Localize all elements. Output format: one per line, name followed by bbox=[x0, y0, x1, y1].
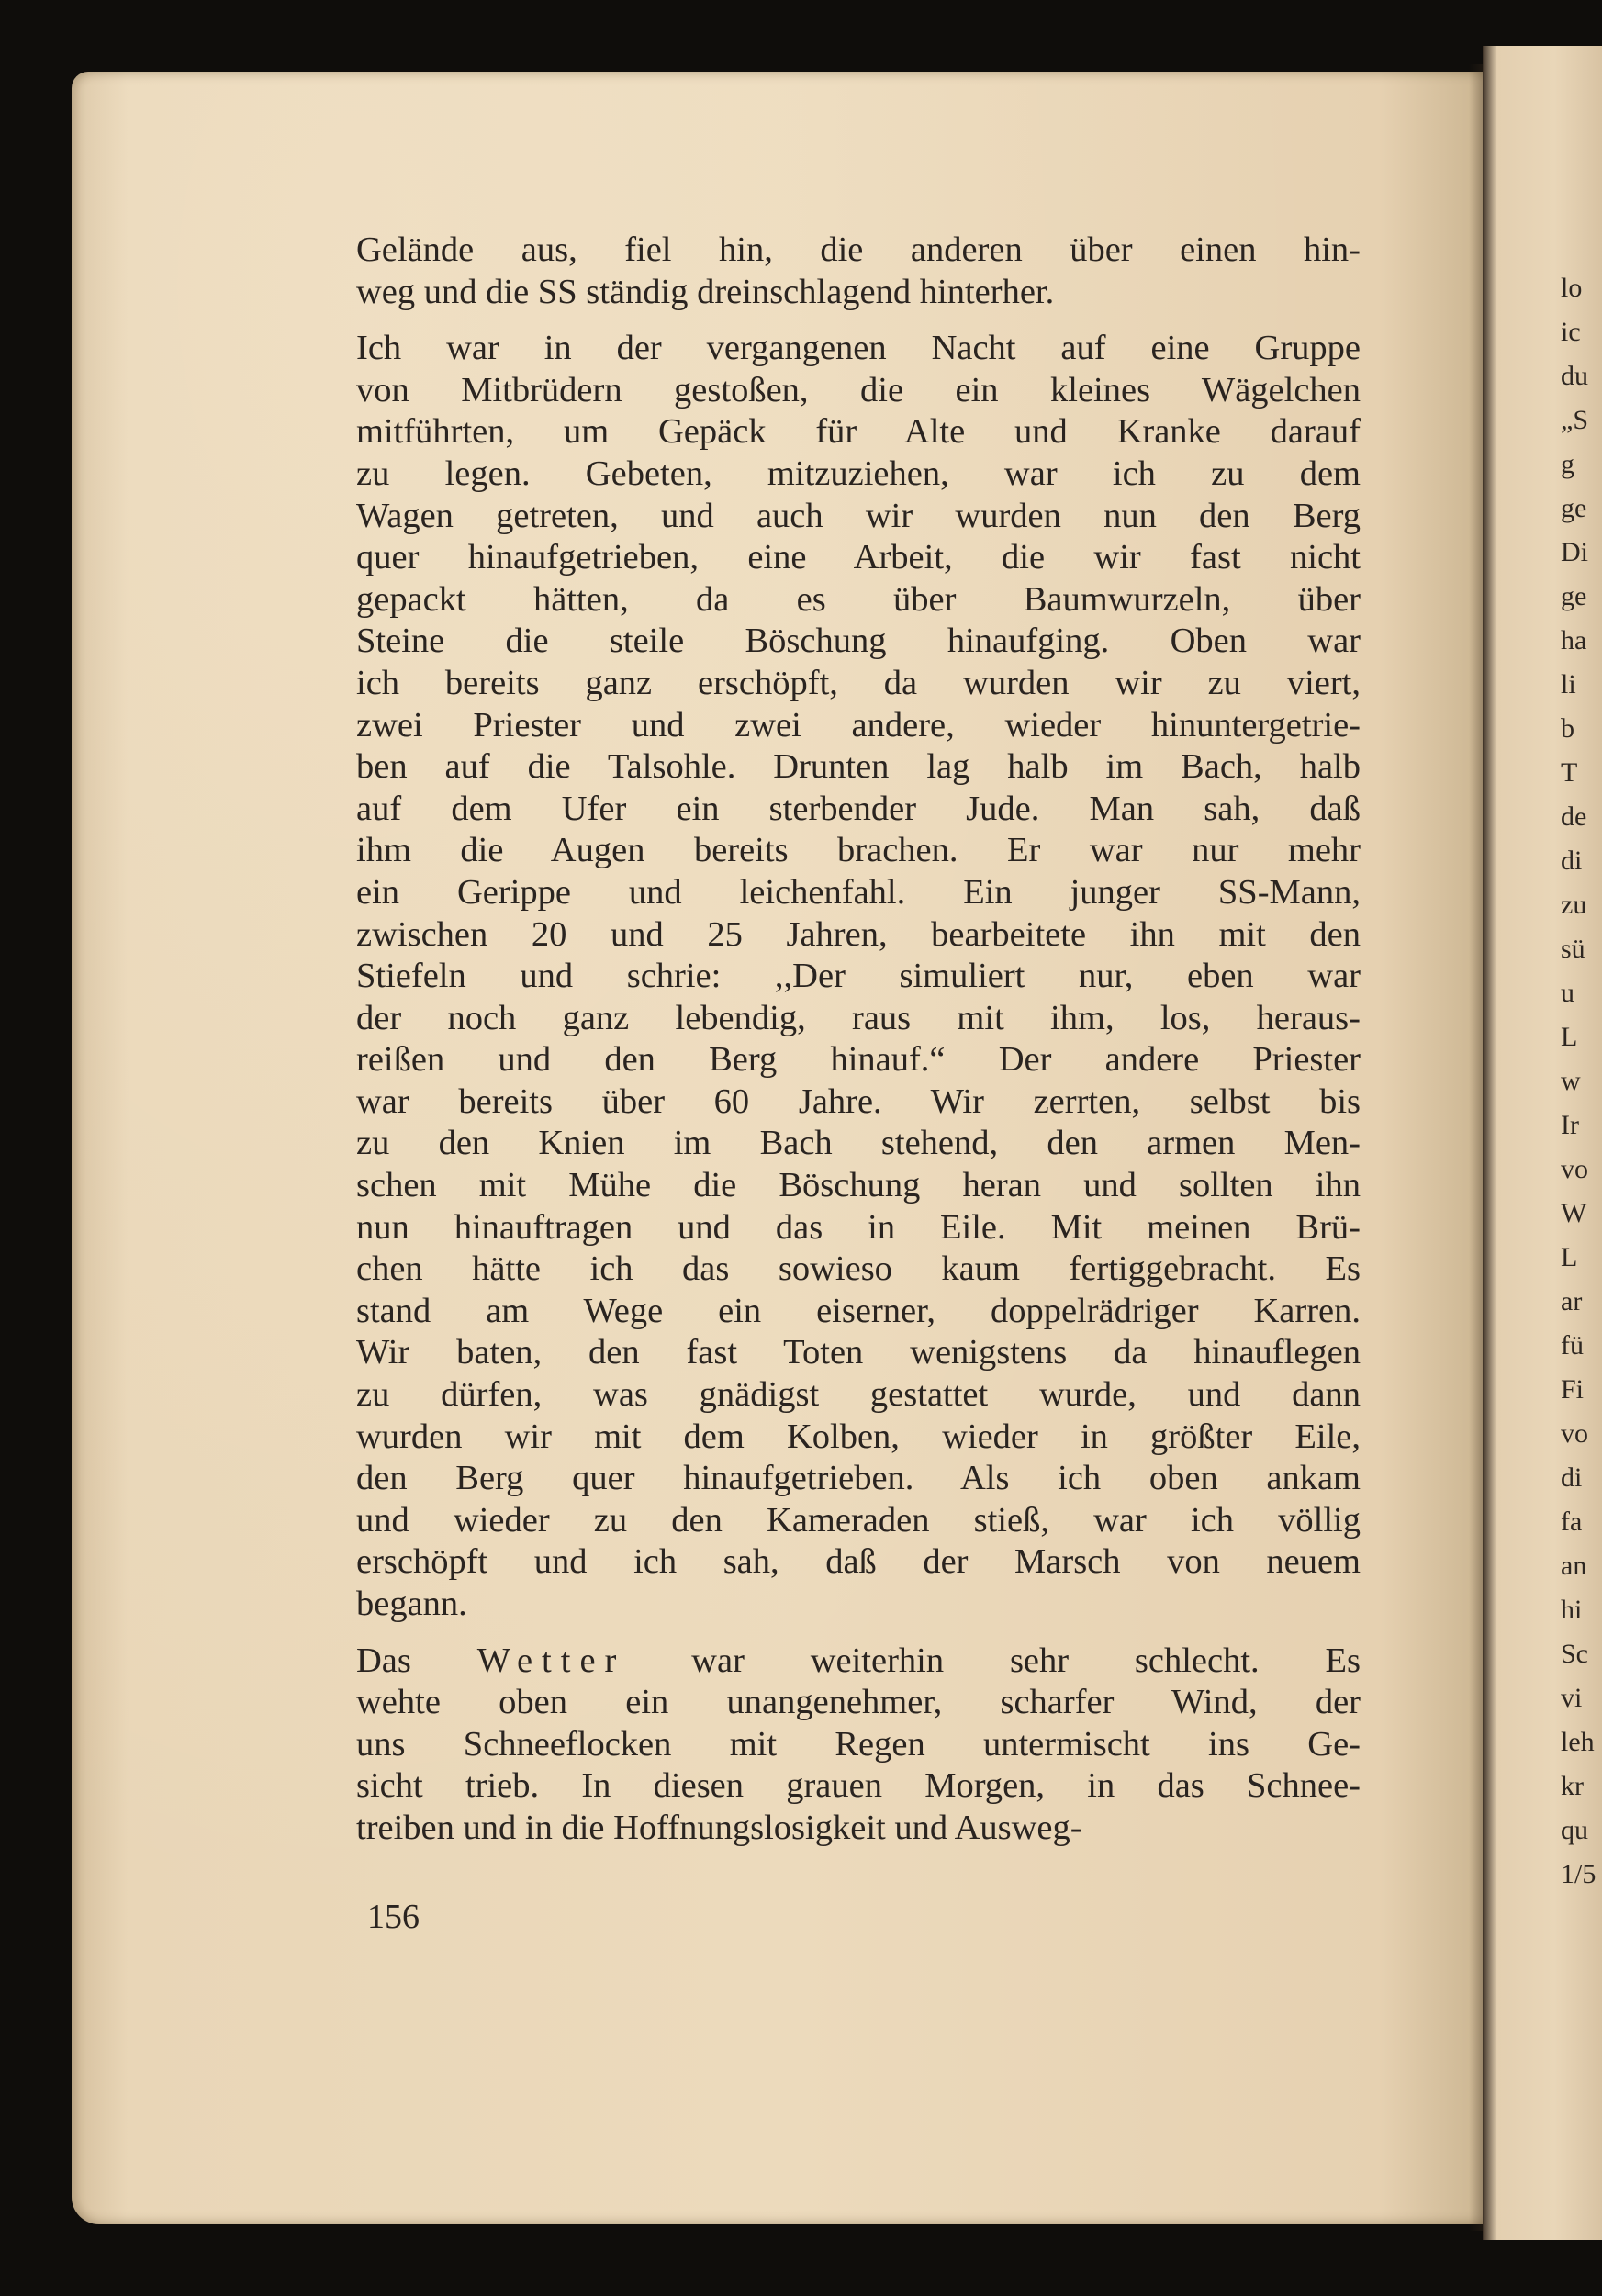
next-page-fragment: vo bbox=[1561, 1154, 1588, 1184]
next-page-fragment: Ir bbox=[1561, 1110, 1579, 1140]
text-line: zu legen. Gebeten, mitzuziehen, war ich zu dem bbox=[356, 454, 1361, 493]
paragraph bbox=[356, 230, 1361, 313]
text-line: ich bereits ganz erschöpft, da wurden wir zu viert, bbox=[356, 663, 1361, 702]
text-line: chen hätte ich das sowieso kaum fertiggebracht. Es bbox=[356, 1249, 1361, 1289]
next-page-fragment: ge bbox=[1561, 493, 1587, 523]
next-page-fragment: du bbox=[1561, 361, 1588, 391]
next-page-fragment: L bbox=[1561, 1022, 1578, 1052]
text-line: auf dem Ufer ein sterbender Jude. Man sah, daß bbox=[356, 789, 1361, 828]
next-page-fragment: ha bbox=[1561, 625, 1587, 655]
paragraph-gap bbox=[356, 313, 1361, 328]
next-page-fragment: qu bbox=[1561, 1815, 1588, 1845]
next-page-fragment: fü bbox=[1561, 1330, 1584, 1361]
paragraph bbox=[356, 1641, 1361, 1850]
next-page-fragment: vi bbox=[1561, 1683, 1583, 1713]
page-body-text bbox=[356, 230, 1361, 1850]
next-page-fragment: L bbox=[1561, 1242, 1578, 1272]
next-page-fragment: vo bbox=[1561, 1418, 1588, 1449]
text-line: wehte oben ein unangenehmer, scharfer Wind, der bbox=[356, 1683, 1361, 1722]
text-line: ein Gerippe und leichenfahl. Ein junger SS-Mann, bbox=[356, 872, 1361, 912]
next-page-fragment: ar bbox=[1561, 1286, 1583, 1316]
page-number: 156 bbox=[367, 1898, 420, 1936]
text-line: gepackt hätten, da es über Baumwurzeln, über bbox=[356, 579, 1361, 619]
next-page-fragment: w bbox=[1561, 1066, 1581, 1096]
text-line: erschöpft und ich sah, daß der Marsch von neuem bbox=[356, 1542, 1361, 1582]
next-page-fragment: di bbox=[1561, 846, 1583, 876]
text-line: quer hinaufgetrieben, eine Arbeit, die wir fast nicht bbox=[356, 538, 1361, 577]
text-line: war bereits über 60 Jahre. Wir zerrten, selbst bis bbox=[356, 1081, 1361, 1121]
text-line: mitführten, um Gepäck für Alte und Kranke darauf bbox=[356, 412, 1361, 452]
next-page-fragment: 1/5 bbox=[1561, 1859, 1596, 1889]
next-page-fragment: b bbox=[1561, 713, 1574, 744]
text-line: schen mit Mühe die Böschung heran und sollten ihn bbox=[356, 1166, 1361, 1205]
text-line: ihm die Augen bereits brachen. Er war nur mehr bbox=[356, 831, 1361, 870]
text-line: nun hinauftragen und das in Eile. Mit meinen Brü- bbox=[356, 1207, 1361, 1247]
text-line: stand am Wege ein eiserner, doppelrädriger Karren. bbox=[356, 1291, 1361, 1330]
text-line: reißen und den Berg hinauf.“ Der andere Priester bbox=[356, 1040, 1361, 1080]
text-line: Steine die steile Böschung hinaufging. Oben war bbox=[356, 622, 1361, 661]
next-page-fragment: zu bbox=[1561, 890, 1587, 920]
text-line: zu den Knien im Bach stehend, den armen Men- bbox=[356, 1124, 1361, 1163]
text-line: uns Schneeflocken mit Regen untermischt ins Ge- bbox=[356, 1724, 1361, 1764]
next-page-fragment: ic bbox=[1561, 317, 1581, 347]
text-line: ben auf die Talsohle. Drunten lag halb im Bach, halb bbox=[356, 747, 1361, 787]
text-line: Wagen getreten, und auch wir wurden nun den Berg bbox=[356, 496, 1361, 535]
text-line: wurden wir mit dem Kolben, wieder in größter Eile, bbox=[356, 1417, 1361, 1456]
paragraph-gap bbox=[356, 1626, 1361, 1641]
next-page-fragment: Fi bbox=[1561, 1374, 1585, 1405]
text-line: Wir baten, den fast Toten wenigstens da hinauflegen bbox=[356, 1333, 1361, 1372]
text-line: zwei Priester und zwei andere, wieder hinuntergetrie- bbox=[356, 705, 1361, 745]
emphasized-word: Wetter bbox=[476, 1641, 626, 1680]
text-line: zu dürfen, was gnädigst gestattet wurde, und dann bbox=[356, 1375, 1361, 1415]
text-line: zwischen 20 und 25 Jahren, bearbeitete ihn mit den bbox=[356, 914, 1361, 954]
paragraph bbox=[356, 328, 1361, 1625]
text-line: und wieder zu den Kameraden stieß, war ich völlig bbox=[356, 1500, 1361, 1540]
next-page-fragment: kr bbox=[1561, 1771, 1584, 1801]
next-page-fragment: sü bbox=[1561, 934, 1585, 964]
text-line: treiben und in die Hoffnungslosigkeit und Ausweg- bbox=[356, 1808, 1082, 1847]
text-line: Das Wetter war weiterhin sehr schlecht. Es bbox=[356, 1641, 1361, 1680]
next-page-fragment: li bbox=[1561, 669, 1576, 700]
next-page-fragment: u bbox=[1561, 978, 1574, 1008]
next-page-fragment: leh bbox=[1561, 1727, 1595, 1757]
next-page-fragment: „S bbox=[1561, 405, 1588, 435]
next-page-text-fragments bbox=[1561, 266, 1602, 1897]
next-page-fragment: fa bbox=[1561, 1506, 1583, 1537]
text-line: sicht trieb. In diesen grauen Morgen, in das Schnee- bbox=[356, 1766, 1361, 1806]
text-line: Gelände aus, fiel hin, die anderen über einen hin- bbox=[356, 230, 1361, 269]
next-page-fragment: hi bbox=[1561, 1595, 1583, 1625]
text-line: begann. bbox=[356, 1585, 467, 1623]
next-page-fragment: de bbox=[1561, 801, 1587, 832]
text-line: den Berg quer hinaufgetrieben. Als ich oben ankam bbox=[356, 1459, 1361, 1498]
next-page-fragment: g bbox=[1561, 449, 1574, 479]
next-page-fragment: T bbox=[1561, 757, 1578, 788]
text-line: Stiefeln und schrie: ,,Der simuliert nur, eben war bbox=[356, 957, 1361, 996]
text-line: weg und die SS ständig dreinschlagend hinterher. bbox=[356, 272, 1055, 311]
text-line: von Mitbrüdern gestoßen, die ein kleines Wägelchen bbox=[356, 370, 1361, 409]
next-page-fragment: Sc bbox=[1561, 1639, 1588, 1669]
next-page-fragment: di bbox=[1561, 1462, 1583, 1493]
next-page-fragment: lo bbox=[1561, 273, 1583, 303]
next-page-fragment: an bbox=[1561, 1551, 1587, 1581]
text-line: der noch ganz lebendig, raus mit ihm, los, heraus- bbox=[356, 998, 1361, 1037]
next-page-fragment: Di bbox=[1561, 537, 1588, 567]
text-line: Ich war in der vergangenen Nacht auf eine Gruppe bbox=[356, 329, 1361, 368]
next-page-fragment: W bbox=[1561, 1198, 1587, 1228]
next-page-fragment: ge bbox=[1561, 581, 1587, 611]
